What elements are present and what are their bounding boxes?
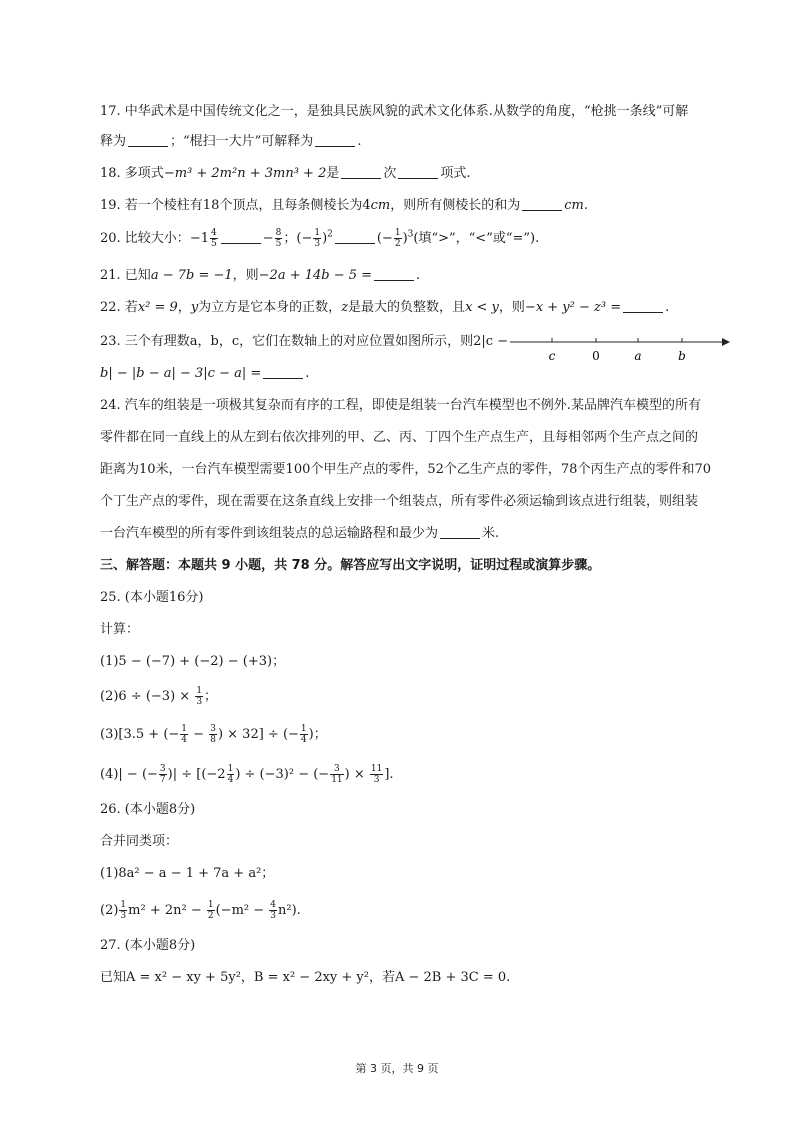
q18: 18. 多项式−m³ + 2m²n + 3mn³ + 2是 次 项式.	[100, 166, 471, 181]
fraction: $\frac{8}{5}$	[275, 228, 282, 249]
fraction: $\frac{3}{8}$	[210, 724, 216, 745]
fraction: $\frac{1}{3}$	[196, 686, 203, 707]
q25-part1: (1)5 − (−7) + (−2) − (+3)；	[100, 654, 286, 669]
q24-line: 24. 汽车的组装是一项极其复杂而有序的工程，即使是组装一台汽车模型也不例外.某品牌汽车模型的所有	[100, 398, 701, 413]
q22: 22. 若x² = 9，y为立方是它本身的正数，z是最大的负整数，且x < y，则−x + y² − z³ = .	[100, 300, 670, 315]
q24-line: 零件都在同一直线上的从左到右依次排列的甲、乙、丙、丁四个生产点生产，且每相邻两个生产点之间的	[100, 430, 699, 445]
q23-line2: b| − |b − a| − 3|c − a| = .	[100, 366, 310, 381]
q26-intro: 合并同类项：	[100, 834, 179, 849]
q26-part2: (2) $\frac{1}{3}$ m² + 2n² − $\frac{1}{2}$ (−m² − $\frac{4}{3}$ n²).	[100, 900, 301, 921]
number-line	[510, 330, 730, 366]
fraction: $\frac{1}{2}$	[394, 228, 401, 249]
answer-blank[interactable]	[623, 300, 663, 313]
q26-title: 26. (本小题8分)	[100, 802, 196, 817]
axis-label-b: b	[678, 349, 686, 363]
answer-blank[interactable]	[335, 231, 375, 244]
page-footer: 第 3 页，共 9 页	[355, 1062, 439, 1075]
answer-blank[interactable]	[263, 366, 303, 379]
fraction: $\frac{1}{2}$	[207, 900, 214, 921]
q26-part1: (1)8a² − a − 1 + 7a + a²；	[100, 866, 275, 881]
answer-blank[interactable]	[522, 198, 562, 211]
axis-label-c: c	[548, 349, 556, 363]
fraction: $\frac{4}{5}$	[210, 228, 217, 249]
answer-blank[interactable]	[398, 166, 438, 179]
q19: 19. 若一个棱柱有18个顶点，且每条侧棱长为4cm，则所有侧棱长的和为 cm.	[100, 198, 588, 213]
q17-line1: 17. 中华武术是中国传统文化之一，是独具民族风貌的武术文化体系.从数学的角度，“枪挑一条线”可解	[100, 104, 689, 119]
fraction: $\frac{1}{3}$	[314, 228, 321, 249]
arrow-icon	[722, 338, 730, 346]
fraction: $\frac{11}{3}$	[370, 764, 383, 785]
answer-blank[interactable]	[221, 231, 261, 244]
q17-line2: 释为 ；“棍扫一大片”可解释为 .	[100, 134, 362, 149]
q24-last: 一台汽车模型的所有零件到该组装点的总运输路程和最少为 米.	[100, 526, 500, 541]
q27-line: 已知A = x² − xy + 5y²，B = x² − 2xy + y²，若A − 2B + 3C = 0.	[100, 970, 511, 985]
answer-blank[interactable]	[128, 134, 168, 147]
answer-blank[interactable]	[315, 134, 355, 147]
fraction: $\frac{1}{4}$	[181, 724, 188, 745]
section-heading: 三、解答题：本题共 9 小题，共 78 分。解答应写出文字说明，证明过程或演算步骤。	[100, 558, 601, 573]
fraction: $\frac{4}{3}$	[270, 900, 277, 921]
fraction: $\frac{3}{7}$	[159, 764, 166, 785]
fraction: $\frac{3}{11}$	[331, 764, 343, 785]
q23-line1: 23. 三个有理数a，b，c，它们在数轴上的对应位置如图所示，则2|c −	[100, 334, 509, 349]
q25-title: 25. (本小题16分)	[100, 590, 204, 605]
answer-blank[interactable]	[341, 166, 381, 179]
fraction: $\frac{1}{4}$	[227, 764, 234, 785]
q27-title: 27. (本小题8分)	[100, 938, 196, 953]
q24-line: 距离为10米，一台汽车模型需要100个甲生产点的零件，52个乙生产点的零件，78个丙生产点的零件和70	[100, 462, 711, 477]
q21: 21. 已知a − 7b = −1，则−2a + 14b − 5 = .	[100, 268, 421, 283]
q25-part2: (2)6 ÷ (−3) × $\frac{1}{3}$ ；	[100, 686, 218, 707]
q25-part3: (3)[3.5 + (− $\frac{1}{4}$ − $\frac{3}{8}$ ) × 32] ÷ (− $\frac{1}{4}$ )；	[100, 724, 327, 745]
fraction: $\frac{1}{3}$	[120, 900, 127, 921]
q25-part4: (4)| − (− $\frac{3}{7}$ )| ÷ [(−2 $\frac{1}{4}$ ) ÷ (−3)² − (− $\frac{3}{11}$ ) × $\frac{11}{3}$ ].	[100, 764, 394, 785]
answer-blank[interactable]	[440, 526, 480, 539]
axis-label-a: a	[634, 349, 642, 363]
q25-intro: 计算：	[100, 622, 140, 637]
q20: 20. 比较大小：−1 $\frac{4}{5}$ − $\frac{8}{5}$ ；(− $\frac{1}{3}$ )$^2$ (− $\frac{1}{2}$ )$^3$(填“>”，“<”或“=”).	[100, 228, 540, 249]
fraction: $\frac{1}{4}$	[300, 724, 307, 745]
axis-label-0: 0	[592, 349, 600, 363]
q24-line: 个丁生产点的零件，现在需要在这条直线上安排一个组装点，所有零件必须运输到该点进行组装，则组装	[100, 494, 699, 509]
answer-blank[interactable]	[374, 268, 414, 281]
